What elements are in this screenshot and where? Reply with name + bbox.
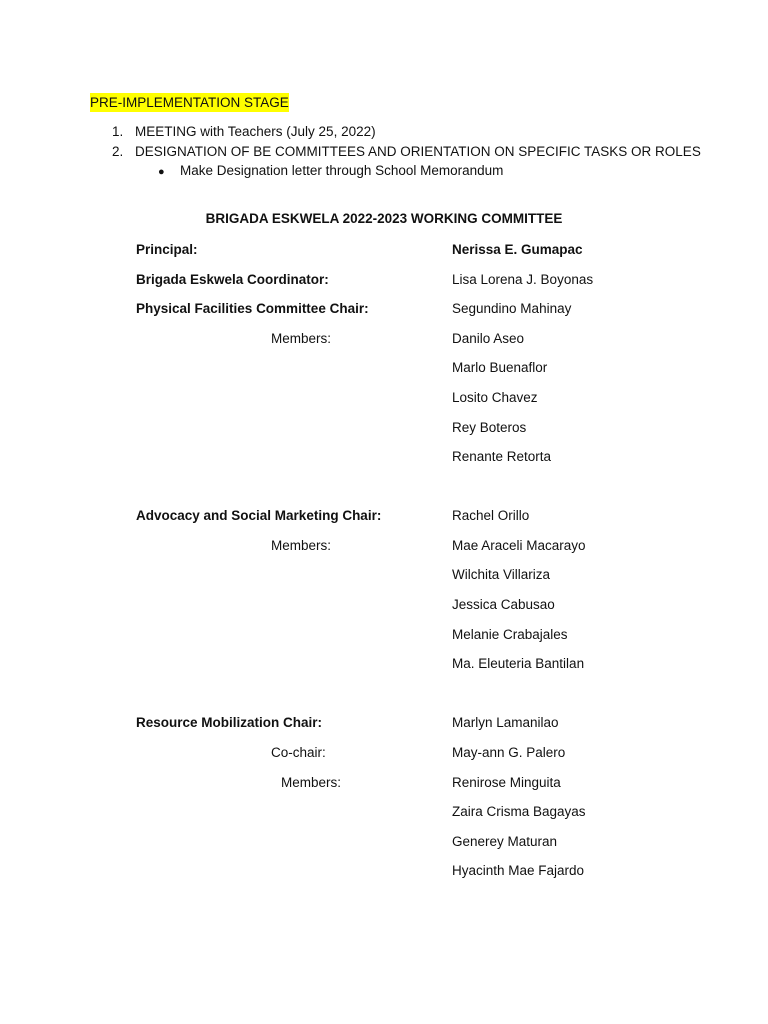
- physical-member: Marlo Buenaflor: [452, 360, 548, 375]
- advocacy-member: Wilchita Villariza: [452, 567, 551, 582]
- advocacy-chair-name: Rachel Orillo: [452, 508, 530, 523]
- advocacy-chair-label: Advocacy and Social Marketing Chair:: [136, 508, 382, 523]
- resource-chair-label: Resource Mobilization Chair:: [136, 715, 323, 730]
- step-number: 2.: [112, 144, 124, 159]
- principal-label: Principal:: [136, 242, 198, 257]
- advocacy-member: Ma. Eleuteria Bantilan: [452, 656, 585, 671]
- bullet-text: Make Designation letter through School Memorandum: [180, 163, 504, 178]
- resource-member: Generey Maturan: [452, 834, 558, 849]
- step-text: DESIGNATION OF BE COMMITTEES AND ORIENTATION ON SPECIFIC TASKS OR ROLES: [135, 144, 701, 159]
- advocacy-member: Jessica Cabusao: [452, 597, 555, 612]
- advocacy-members-label: Members:: [271, 538, 332, 553]
- resource-member: Renirose Minguita: [452, 775, 561, 790]
- physical-chair-label: Physical Facilities Committee Chair:: [136, 301, 369, 316]
- advocacy-member: Mae Araceli Macarayo: [452, 538, 586, 553]
- resource-member: Hyacinth Mae Fajardo: [452, 863, 585, 878]
- bullet-item: [158, 162, 503, 181]
- physical-member: Losito Chavez: [452, 390, 538, 405]
- physical-chair-name: Segundino Mahinay: [452, 301, 572, 316]
- stage-heading: PRE-IMPLEMENTATION STAGE: [90, 95, 289, 110]
- committee-title: BRIGADA ESKWELA 2022-2023 WORKING COMMITTEE: [205, 211, 563, 226]
- bullet-dot-icon: ●: [158, 166, 165, 178]
- resource-chair-name: Marlyn Lamanilao: [452, 715, 559, 730]
- coordinator-label: Brigada Eskwela Coordinator:: [136, 272, 329, 287]
- physical-member: Rey Boteros: [452, 420, 527, 435]
- resource-cochair-name: May-ann G. Palero: [452, 745, 566, 760]
- physical-member: Renante Retorta: [452, 449, 552, 464]
- resource-members-label: Members:: [281, 775, 342, 790]
- step-text: MEETING with Teachers (July 25, 2022): [135, 124, 376, 139]
- step-item: [112, 123, 376, 140]
- principal-name: Nerissa E. Gumapac: [452, 242, 583, 257]
- resource-cochair-label: Co-chair:: [271, 745, 326, 760]
- physical-members-label: Members:: [271, 331, 332, 346]
- step-item: [112, 143, 701, 160]
- coordinator-name: Lisa Lorena J. Boyonas: [452, 272, 594, 287]
- step-number: 1.: [112, 124, 124, 139]
- advocacy-member: Melanie Crabajales: [452, 627, 568, 642]
- physical-member: Danilo Aseo: [452, 331, 525, 346]
- resource-member: Zaira Crisma Bagayas: [452, 804, 586, 819]
